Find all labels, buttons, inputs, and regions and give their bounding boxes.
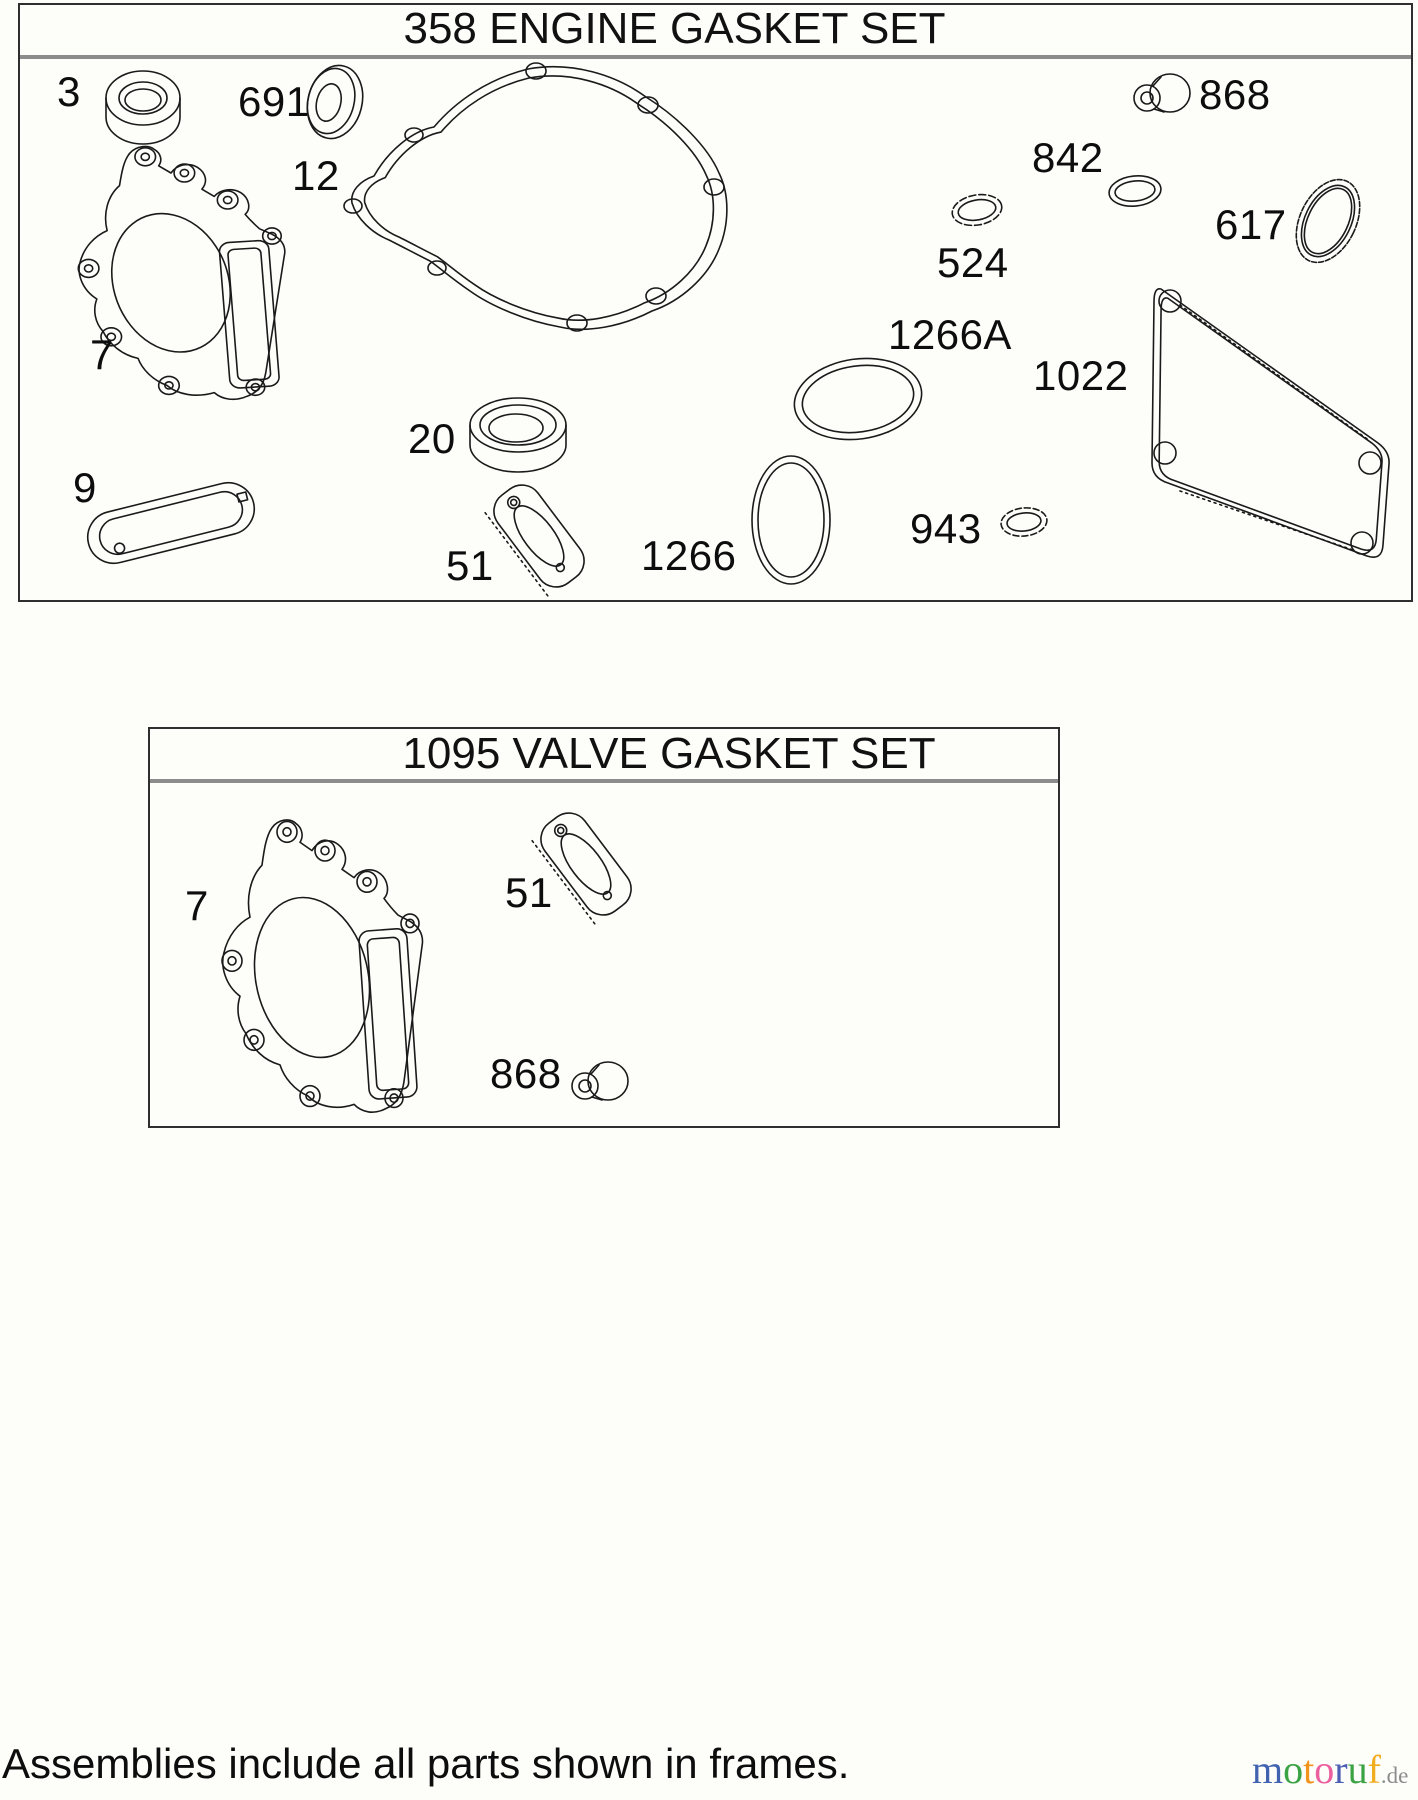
part-label-engine-943: 943: [910, 505, 982, 552]
engine-gasket-set-frame: [18, 3, 1413, 602]
logo-letter: u: [1347, 1747, 1368, 1792]
intake-gasket-drawing: [82, 477, 260, 569]
logo-letter: o: [1314, 1747, 1335, 1792]
logo-letter: r: [1334, 1747, 1348, 1792]
crankshaft-oil-seal-drawing: [106, 71, 180, 144]
part-label-valve-7: 7: [185, 882, 209, 929]
valve-frame-title: 1095 VALVE GASKET SET: [150, 729, 1058, 783]
logo-letter: m: [1252, 1747, 1284, 1792]
o-ring-524-drawing: [950, 191, 1004, 229]
part-label-engine-617: 617: [1215, 201, 1287, 248]
part-label-engine-1266: 1266: [641, 532, 737, 579]
o-ring-617-drawing: [1284, 169, 1373, 273]
part-label-engine-691: 691: [238, 78, 310, 125]
o-ring-tall-drawing: [752, 456, 830, 584]
part-label-engine-9: 9: [73, 464, 97, 511]
o-ring-842-drawing: [1108, 173, 1163, 208]
logo-letter: f: [1367, 1747, 1381, 1792]
logo-letter: o: [1283, 1747, 1304, 1792]
valve-gasket-diagram: [150, 729, 1058, 1126]
part-label-engine-842: 842: [1032, 134, 1104, 181]
exhaust-gasket-drawing: [483, 477, 592, 597]
part-label-engine-1022: 1022: [1033, 352, 1129, 399]
valve-gasket-set-frame: [148, 727, 1060, 1128]
part-label-engine-3: 3: [57, 68, 81, 115]
motoruf-logo-domain-suffix: .de: [1380, 1763, 1409, 1788]
part-label-valve-868: 868: [490, 1050, 562, 1097]
part-label-engine-868: 868: [1199, 71, 1271, 118]
part-label-engine-1266a: 1266A: [888, 311, 1012, 358]
seal-washer-drawing: [300, 60, 370, 145]
motoruf-logo-word: [1252, 1747, 1381, 1792]
part-label-engine-7: 7: [90, 331, 114, 378]
cylinder-head-gasket-drawing: [222, 820, 423, 1112]
oil-seal-drawing: [470, 398, 566, 472]
crankcase-cover-gasket-drawing: [344, 63, 727, 331]
o-ring-943-drawing: [1000, 506, 1049, 539]
logo-letter: t: [1303, 1747, 1315, 1792]
engine-frame-title: 358 ENGINE GASKET SET: [20, 5, 1411, 59]
rocker-cover-gasket-drawing: [1152, 289, 1389, 557]
assemblies-note: Assemblies include all parts shown in frames.: [2, 1740, 850, 1787]
part-label-engine-51: 51: [446, 542, 494, 589]
o-ring-large-drawing: [789, 350, 927, 447]
valve-stem-seal-drawing: [1134, 74, 1190, 112]
part-label-engine-20: 20: [408, 415, 456, 462]
part-label-engine-12: 12: [292, 152, 340, 199]
part-label-engine-524: 524: [937, 239, 1009, 286]
valve-stem-seal-drawing: [572, 1062, 628, 1100]
motoruf-logo: [1252, 1747, 1409, 1792]
part-label-valve-51: 51: [505, 869, 553, 916]
